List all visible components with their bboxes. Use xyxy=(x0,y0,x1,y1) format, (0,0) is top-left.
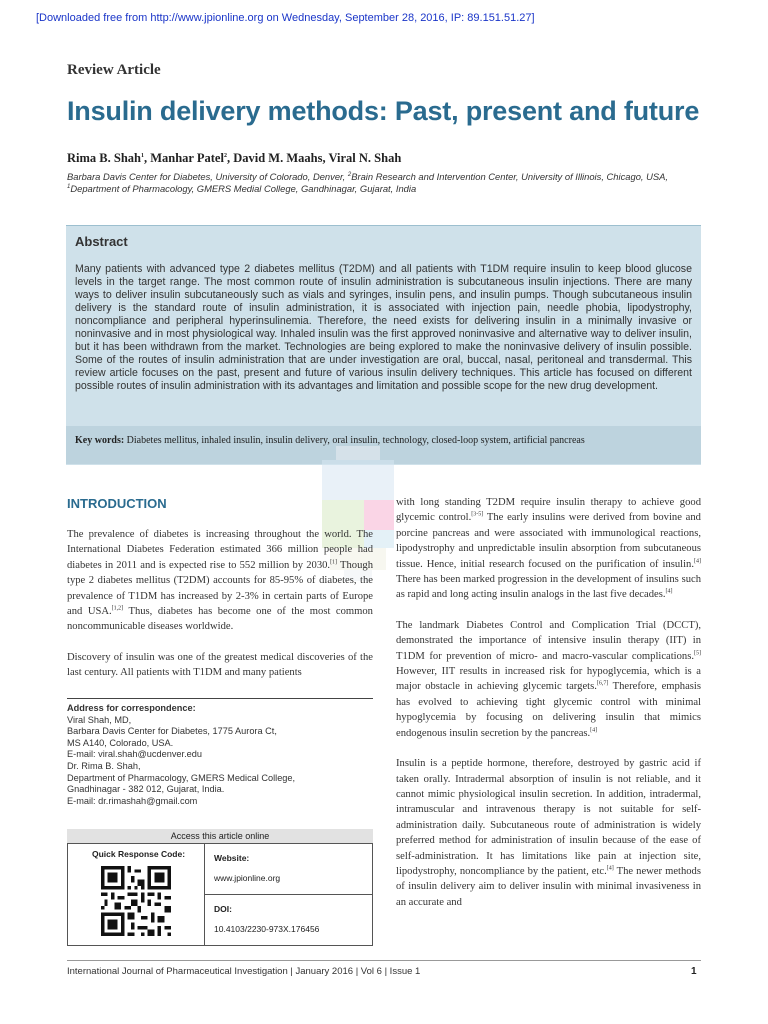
qr-cell xyxy=(68,844,205,945)
website-label: Website: xyxy=(214,853,250,863)
qr-label: Quick Response Code: xyxy=(92,849,186,859)
text-span: The newer methods of insulin delivery aim to deliver insulin with minimal invasiveness in an accurate and xyxy=(396,865,701,908)
website-link[interactable]: www.jpionline.org xyxy=(214,873,281,883)
text-span: Therefore, emphasis has evolved to achieving tight glycemic control with minimal hypoglycemia by focusing on delivering insulin that mimics endogenous insulin secretion by the pancreas. xyxy=(396,681,701,739)
correspondence-email-link[interactable]: E-mail: viral.shah@ucdenver.edu xyxy=(67,749,202,760)
citation: [4] xyxy=(590,727,598,734)
author-1: Rima B. Shah xyxy=(67,151,141,165)
citation: [4] xyxy=(694,558,701,565)
correspondence-divider xyxy=(67,698,373,699)
affiliations xyxy=(67,171,707,195)
author-rest: , David M. Maahs, Viral N. Shah xyxy=(226,151,402,165)
text-span: There has been marked progression in the development of insulins such as rapid and long acting insulin analogs in the last five decades. xyxy=(396,574,701,601)
right-column xyxy=(396,495,701,925)
citation: [6,7] xyxy=(596,680,609,687)
keywords-list: Diabetes mellitus, inhaled insulin, insulin delivery, oral insulin, technology, closed-loop system, artificial pancreas xyxy=(124,435,585,446)
text-span: Though type 2 diabetes mellitus (T2DM) accounts for 85-95% of diabetes, the prevalence of T1DM has increased by 2-3% in certain parts of Europe and USA. xyxy=(67,559,373,618)
doi-label: DOI: xyxy=(214,904,232,914)
author-2: , Manhar Patel xyxy=(143,151,224,165)
text-span: The landmark Diabetes Control and Complication Trial (DCCT), demonstrated the importance of intensive insulin therapy (IIT) in T1DM for prevention of micro- and macro-vascular complications. xyxy=(396,619,701,662)
left-column xyxy=(67,527,373,696)
access-online-box xyxy=(67,843,373,946)
citation: [4] xyxy=(665,588,673,595)
author-2-affil: 2 xyxy=(223,152,227,159)
correspondence-line: MS A140, Colorado, USA. xyxy=(67,737,174,748)
abstract-heading: Abstract xyxy=(75,234,128,249)
correspondence-line: Dr. Rima B. Shah, xyxy=(67,760,141,771)
citation: [5] xyxy=(694,650,701,657)
correspondence-email-link[interactable]: E-mail: dr.rimashah@gmail.com xyxy=(67,795,198,806)
citation: [3-5] xyxy=(471,511,484,518)
correspondence-label: Address for correspondence: xyxy=(67,703,196,713)
paragraph xyxy=(396,756,701,910)
paragraph xyxy=(67,527,373,635)
keywords-label: Key words: xyxy=(75,435,125,446)
citation: [1] xyxy=(330,559,338,566)
page-number: 1 xyxy=(691,966,697,977)
correspondence-line: Department of Pharmacology, GMERS Medical College, xyxy=(67,772,296,783)
paragraph xyxy=(396,495,701,603)
journal-footer: International Journal of Pharmaceutical Investigation | January 2016 | Vol 6 | Issue 1 xyxy=(67,966,421,977)
correspondence-line: Viral Shah, MD, xyxy=(67,714,132,725)
text-span: with long standing T2DM require insulin therapy to achieve good glycemic control. xyxy=(396,497,701,524)
paragraph: Discovery of insulin was one of the greatest medical discoveries of the last century. All patients with T1DM and many patients xyxy=(67,651,373,679)
affiliation-2: Brain Research and Intervention Center, University of Illinois, Chicago, USA, xyxy=(351,171,669,182)
affiliation-1: Barbara Davis Center for Diabetes, University of Colorado, Denver, xyxy=(67,171,348,182)
introduction-heading: INTRODUCTION xyxy=(67,496,167,511)
affiliation-sup-1: 1 xyxy=(67,183,71,190)
keywords xyxy=(75,435,692,446)
text-span: However, IIT results in increased risk for hypoglycemia, which is a major obstacle in achieving glycemic targets. xyxy=(396,666,701,693)
abstract-text: Many patients with advanced type 2 diabetes mellitus (T2DM) and all patients with T1DM require insulin to keep blood glucose levels in the target range. The most common route of insulin administration is subcutaneous insulin injections. There are many ways to deliver insulin subcutaneously such as vials and syringes, insulin pens, and insulin pumps. Though subcutaneous insulin delivery is the standard route of insulin administration, it is associated with injection pain, needle phobia, lipodystrophy, noncompliance and peripheral hyperinsulinemia. Therefore, the need exists for delivering insulin in a minimally invasive or noninvasive and in most physiological way. Inhaled insulin was the first approved noninvasive and alternative way to deliver insulin, but it has been withdrawn from the market. Technologies are being explored to make the noninvasive delivery of insulin possible. Some of the routes of insulin administration that are under investigation are oral, buccal, nasal, peritoneal and transdermal. This review article focuses on the past, present and future of various insulin delivery techniques. This article has focused on different possible routes of insulin administration with its advantages and limitation and possible scope for the new drug development. xyxy=(75,263,692,392)
footer-divider xyxy=(67,960,701,961)
qr-code-icon[interactable] xyxy=(101,864,171,938)
access-online-heading: Access this article online xyxy=(67,829,373,843)
citation: [1,2] xyxy=(111,605,124,612)
download-notice: [Downloaded free from http://www.jpionline.org on Wednesday, September 28, 2016, IP: 89.151.51.27] xyxy=(36,12,535,24)
affiliation-sup-2: 2 xyxy=(347,171,352,178)
abstract-box xyxy=(66,225,701,465)
text-span: The early insulins were derived from bovine and porcine pancreas and were associated with immunological reactions, lipodystrophy and unpredictable insulin absorption from subcutaneous tissue. Hence, initial research focused on the purification of insulin. xyxy=(396,512,701,570)
text-span: Thus, diabetes has become one of the most common noncommunicable diseases worldwide. xyxy=(67,606,373,633)
article-type: Review Article xyxy=(67,62,161,78)
correspondence-line: Barbara Davis Center for Diabetes, 1775 Aurora Ct, xyxy=(67,726,277,737)
author-1-affil: 1 xyxy=(140,152,144,159)
text-span: The prevalence of diabetes is increasing throughout the world. The International Diabetes Federation estimated 366 million people had diabetes in 2011 and is expected rise to 552 million by 2030. xyxy=(67,529,373,571)
author-list xyxy=(67,151,401,166)
access-divider xyxy=(204,894,372,895)
article-title: Insulin delivery methods: Past, present and future xyxy=(67,96,700,126)
citation: [4] xyxy=(606,865,614,872)
affiliation-3: Department of Pharmacology, GMERS Medial College, Gandhinagar, Gujarat, India xyxy=(70,183,417,194)
doi-link[interactable]: 10.4103/2230-973X.176456 xyxy=(214,924,320,934)
text-span: Insulin is a peptide hormone, therefore, destroyed by gastric acid if taken orally. Intradermal absorption of insulin is not reliable, and it cannot mimic physiological insulin secretion. In addition, intradermal, intramuscular and intravenous therapy is not suitable for self-administration daily. Subcutaneous route of administration is widely preferred method for administration of insulin because of the ease of self-administration. It has limitations like pain at injection site, lipodystrophy, noncompliance by the patient, etc. xyxy=(396,758,701,877)
paragraph xyxy=(396,618,701,741)
correspondence-block xyxy=(67,703,373,807)
correspondence-line: Gnadhinagar - 382 012, Gujarat, India. xyxy=(67,784,225,795)
